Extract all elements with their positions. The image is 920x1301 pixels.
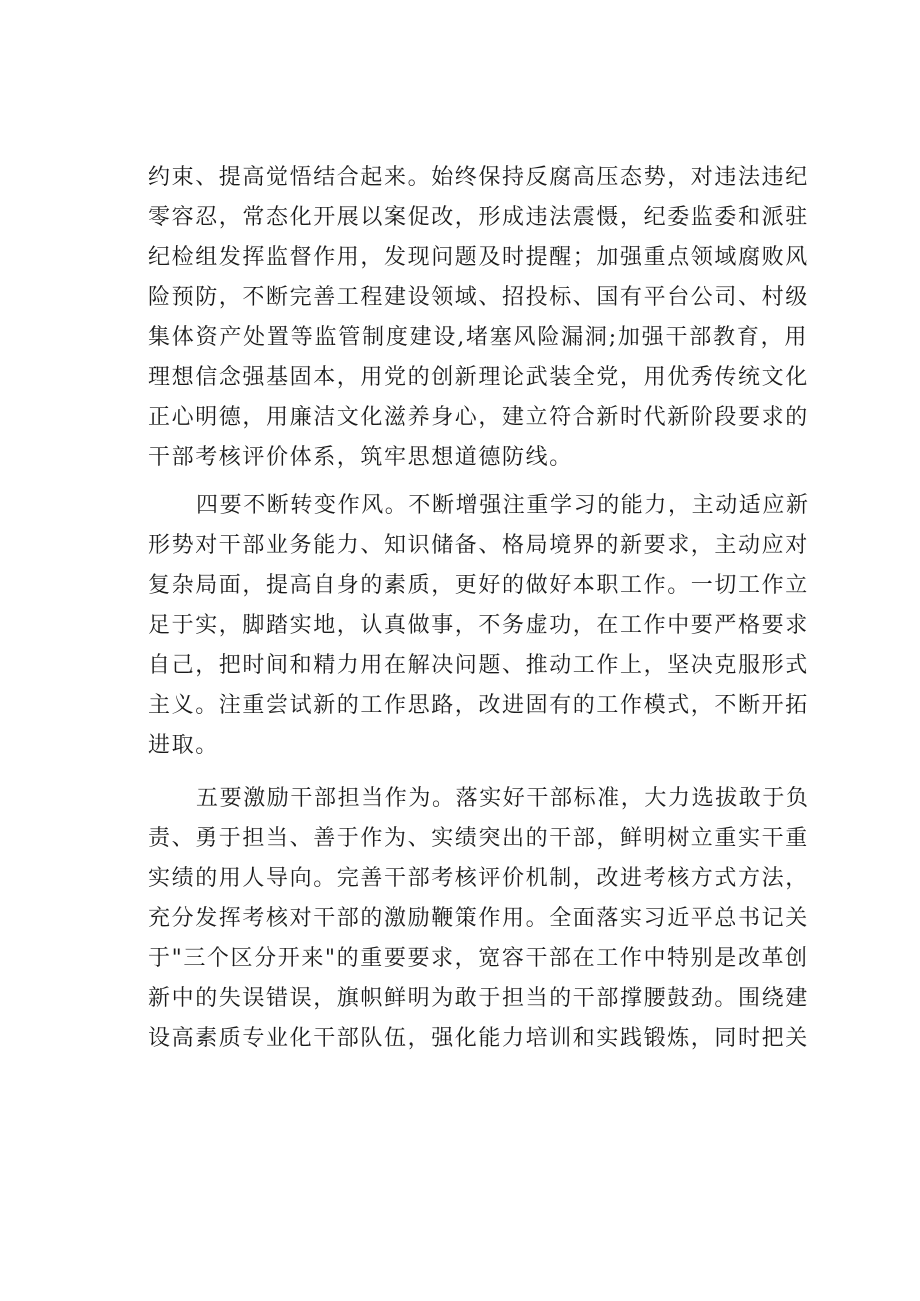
paragraph-anti-corruption [148, 158, 808, 478]
text-line: 形势对干部业务能力、知识储备、格局境界的新要求，主动应对 [148, 533, 809, 558]
text-line: 险预防，不断完善工程建设领域、招投标、国有平台公司、村级 [148, 285, 809, 310]
text-line-indented: 四要不断转变作风。不断增强注重学习的能力，主动适应新 [196, 493, 810, 518]
text-line: 充分发挥考核对干部的激励鞭策作用。全面落实习近平总书记关 [148, 906, 809, 931]
text-line: 集体资产处置等监管制度建设,堵塞风险漏洞;加强干部教育，用 [148, 325, 808, 350]
text-line-indented: 五要激励干部担当作为。落实好干部标准，大力选拔敢于负 [196, 786, 810, 811]
document-body [148, 158, 808, 1059]
paragraph-work-style [148, 486, 808, 766]
text-line: 主义。注重尝试新的工作思路，改进固有的工作模式，不断开拓 [148, 693, 809, 718]
text-line: 零容忍，常态化开展以案促改，形成违法震慑，纪委监委和派驻 [148, 205, 809, 230]
text-line: 设高素质专业化干部队伍，强化能力培训和实践锻炼，同时把关 [148, 1026, 809, 1051]
text-line: 正心明德，用廉洁文化滋养身心，建立符合新时代新阶段要求的 [148, 405, 809, 430]
text-line: 实绩的用人导向。完善干部考核评价机制，改进考核方式方法， [148, 866, 809, 891]
text-line: 自己，把时间和精力用在解决问题、推动工作上，坚决克服形式 [148, 653, 809, 678]
text-line-last: 进取。 [148, 733, 219, 758]
paragraph-spacer [148, 766, 808, 779]
text-line-last: 干部考核评价体系，筑牢思想道德防线。 [148, 445, 573, 470]
text-line: 新中的失误错误，旗帜鲜明为敢于担当的干部撑腰鼓劲。围绕建 [148, 986, 809, 1011]
text-line: 理想信念强基固本，用党的创新理论武装全党，用优秀传统文化 [148, 365, 809, 390]
text-line: 足于实，脚踏实地，认真做事，不务虚功，在工作中要严格要求 [148, 613, 809, 638]
text-line: 责、勇于担当、善于作为、实绩突出的干部，鲜明树立重实干重 [148, 826, 809, 851]
text-line: 约束、提高觉悟结合起来。始终保持反腐高压态势，对违法违纪 [148, 165, 809, 190]
text-line: 复杂局面，提高自身的素质，更好的做好本职工作。一切工作立 [148, 573, 809, 598]
text-line: 纪检组发挥监督作用，发现问题及时提醒；加强重点领域腐败风 [148, 245, 809, 270]
paragraph-cadre-incentives [148, 779, 808, 1059]
text-line: 于"三个区分开来"的重要要求，宽容干部在工作中特别是改革创 [148, 946, 809, 971]
paragraph-spacer [148, 478, 808, 486]
